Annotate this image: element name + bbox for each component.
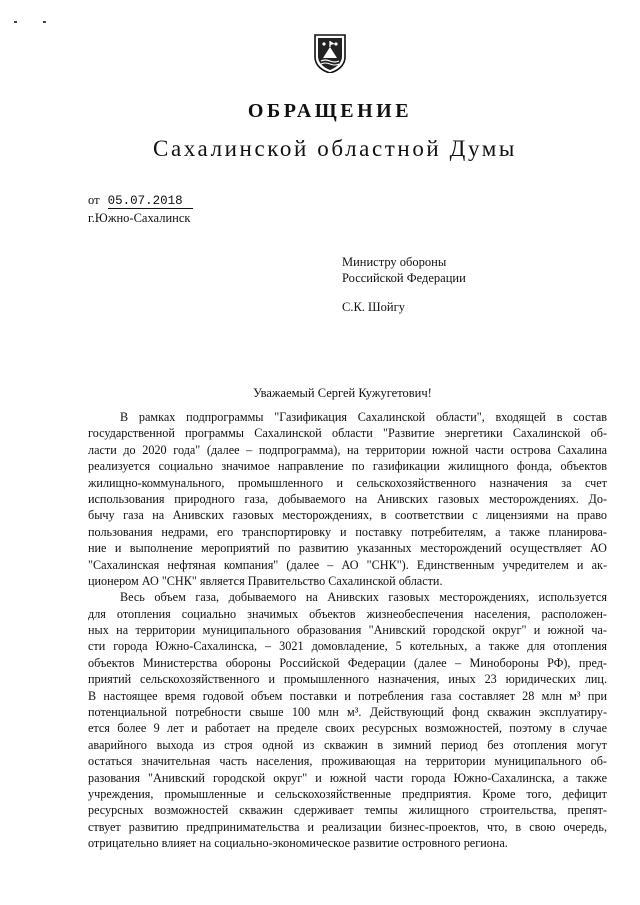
addressee-name: С.К. Шойгу <box>342 300 405 314</box>
body-line: остаться значительная часть населения, проживающая на территории муниципального об- <box>88 754 607 769</box>
body-line: ресурсных возможностей скважин сдерживает темпы жилищного строительства, препят- <box>88 803 607 818</box>
body-line: В рамках подпрограммы "Газификация Сахалинской области", входящей в состав <box>120 410 607 424</box>
body-line: ние и выполнение мероприятий по развитию указанных месторождений осуществляет АО <box>88 541 607 556</box>
body-line: пользования недрами, его транспортировку и поставку потребителям, а также планирова- <box>88 524 607 539</box>
body-line: В настоящее время годовой объем поставки и потребления газа составляет 28 млн м³ при <box>88 688 607 703</box>
body-line: Весь объем газа, добываемого на Анивских газовых месторождениях, используется <box>120 590 607 605</box>
greeting: Уважаемый Сергей Кужугетович! <box>253 386 432 400</box>
body-line: использования природного газа, добываемого на Анивских газовых месторождениях. До- <box>88 491 607 506</box>
body-line: ласти до 2020 года" (далее – подпрограмма), на территории южной части острова Сахалина <box>88 442 607 457</box>
date-line <box>88 193 193 209</box>
body-line: для отопления социально значимых объектов жизнеобеспечения населения, расположен- <box>88 606 607 621</box>
body-line: отрицательно влияет на социально-экономическое развитие островного региона. <box>88 836 508 851</box>
body-line: разования "Анивский городской округ" и южной части города Южно-Сахалинска, а также <box>88 770 607 785</box>
document-subtitle: Сахалинской областной Думы <box>153 136 517 161</box>
body-line: сти города Южно-Сахалинска, – 3021 домовладение, 5 котельных, а также для отопления <box>88 639 607 654</box>
body-line: объектов Министерства обороны Российской Федерации (далее – Минобороны РФ), пред- <box>88 655 607 670</box>
body-line: ных на территории муниципального образования "Анивский городской округ" и южной ча- <box>88 623 607 638</box>
body-line: ционером АО "СНК" является Правительство Сахалинской области. <box>88 573 443 588</box>
body-line: потенциальной потребности свыше 100 млн м³. Действующий фонд скважин эксплуатиру- <box>88 705 607 720</box>
body-line: ется более 9 лет и работает на пределе своих ресурсных возможностей, поэтому в случае <box>88 721 607 736</box>
scan-mark <box>14 21 17 23</box>
date-prefix: от <box>88 193 100 207</box>
city: г.Южно-Сахалинск <box>88 211 191 225</box>
addressee-line-1: Министру обороны <box>342 255 447 269</box>
coat-of-arms-icon <box>313 33 347 73</box>
body-line: аварийного выхода из строя одной из скважин в зимний период без отопления могут <box>88 737 607 752</box>
date-value: 05.07.2018 <box>108 195 193 209</box>
body-line: бычу газа на Анивских газовых месторождениях, в соответствии с лицензиями на право <box>88 508 607 523</box>
body-line: учреждения, промышленные и сельскохозяйственные предприятия. Кроме того, дефицит <box>88 786 607 801</box>
body-line: реализуется социально значимое направление по газификации жилищного фонда, объектов <box>88 459 607 474</box>
scan-mark <box>43 21 46 23</box>
addressee-line-2: Российской Федерации <box>342 271 466 285</box>
document-title: ОБРАЩЕНИЕ <box>247 100 413 122</box>
body-line: жилищно-коммунального, промышленного и сельскохозяйственного назначения за счет <box>88 475 607 490</box>
body-line: ствует развитию предпринимательства и реализации бизнес-проектов, что, в свою очередь, <box>88 819 607 834</box>
body-line: "Сахалинская нефтяная компания" (далее – АО "СНК"). Единственным учредителем и ак- <box>88 557 607 572</box>
letter-body <box>88 409 607 852</box>
body-line: приятий сельскохозяйственного и промышленного назначения, иных 23 юридических лиц. <box>88 672 607 687</box>
body-line: государственной программы Сахалинской области "Развитие энергетики Сахалинской об- <box>88 426 607 441</box>
